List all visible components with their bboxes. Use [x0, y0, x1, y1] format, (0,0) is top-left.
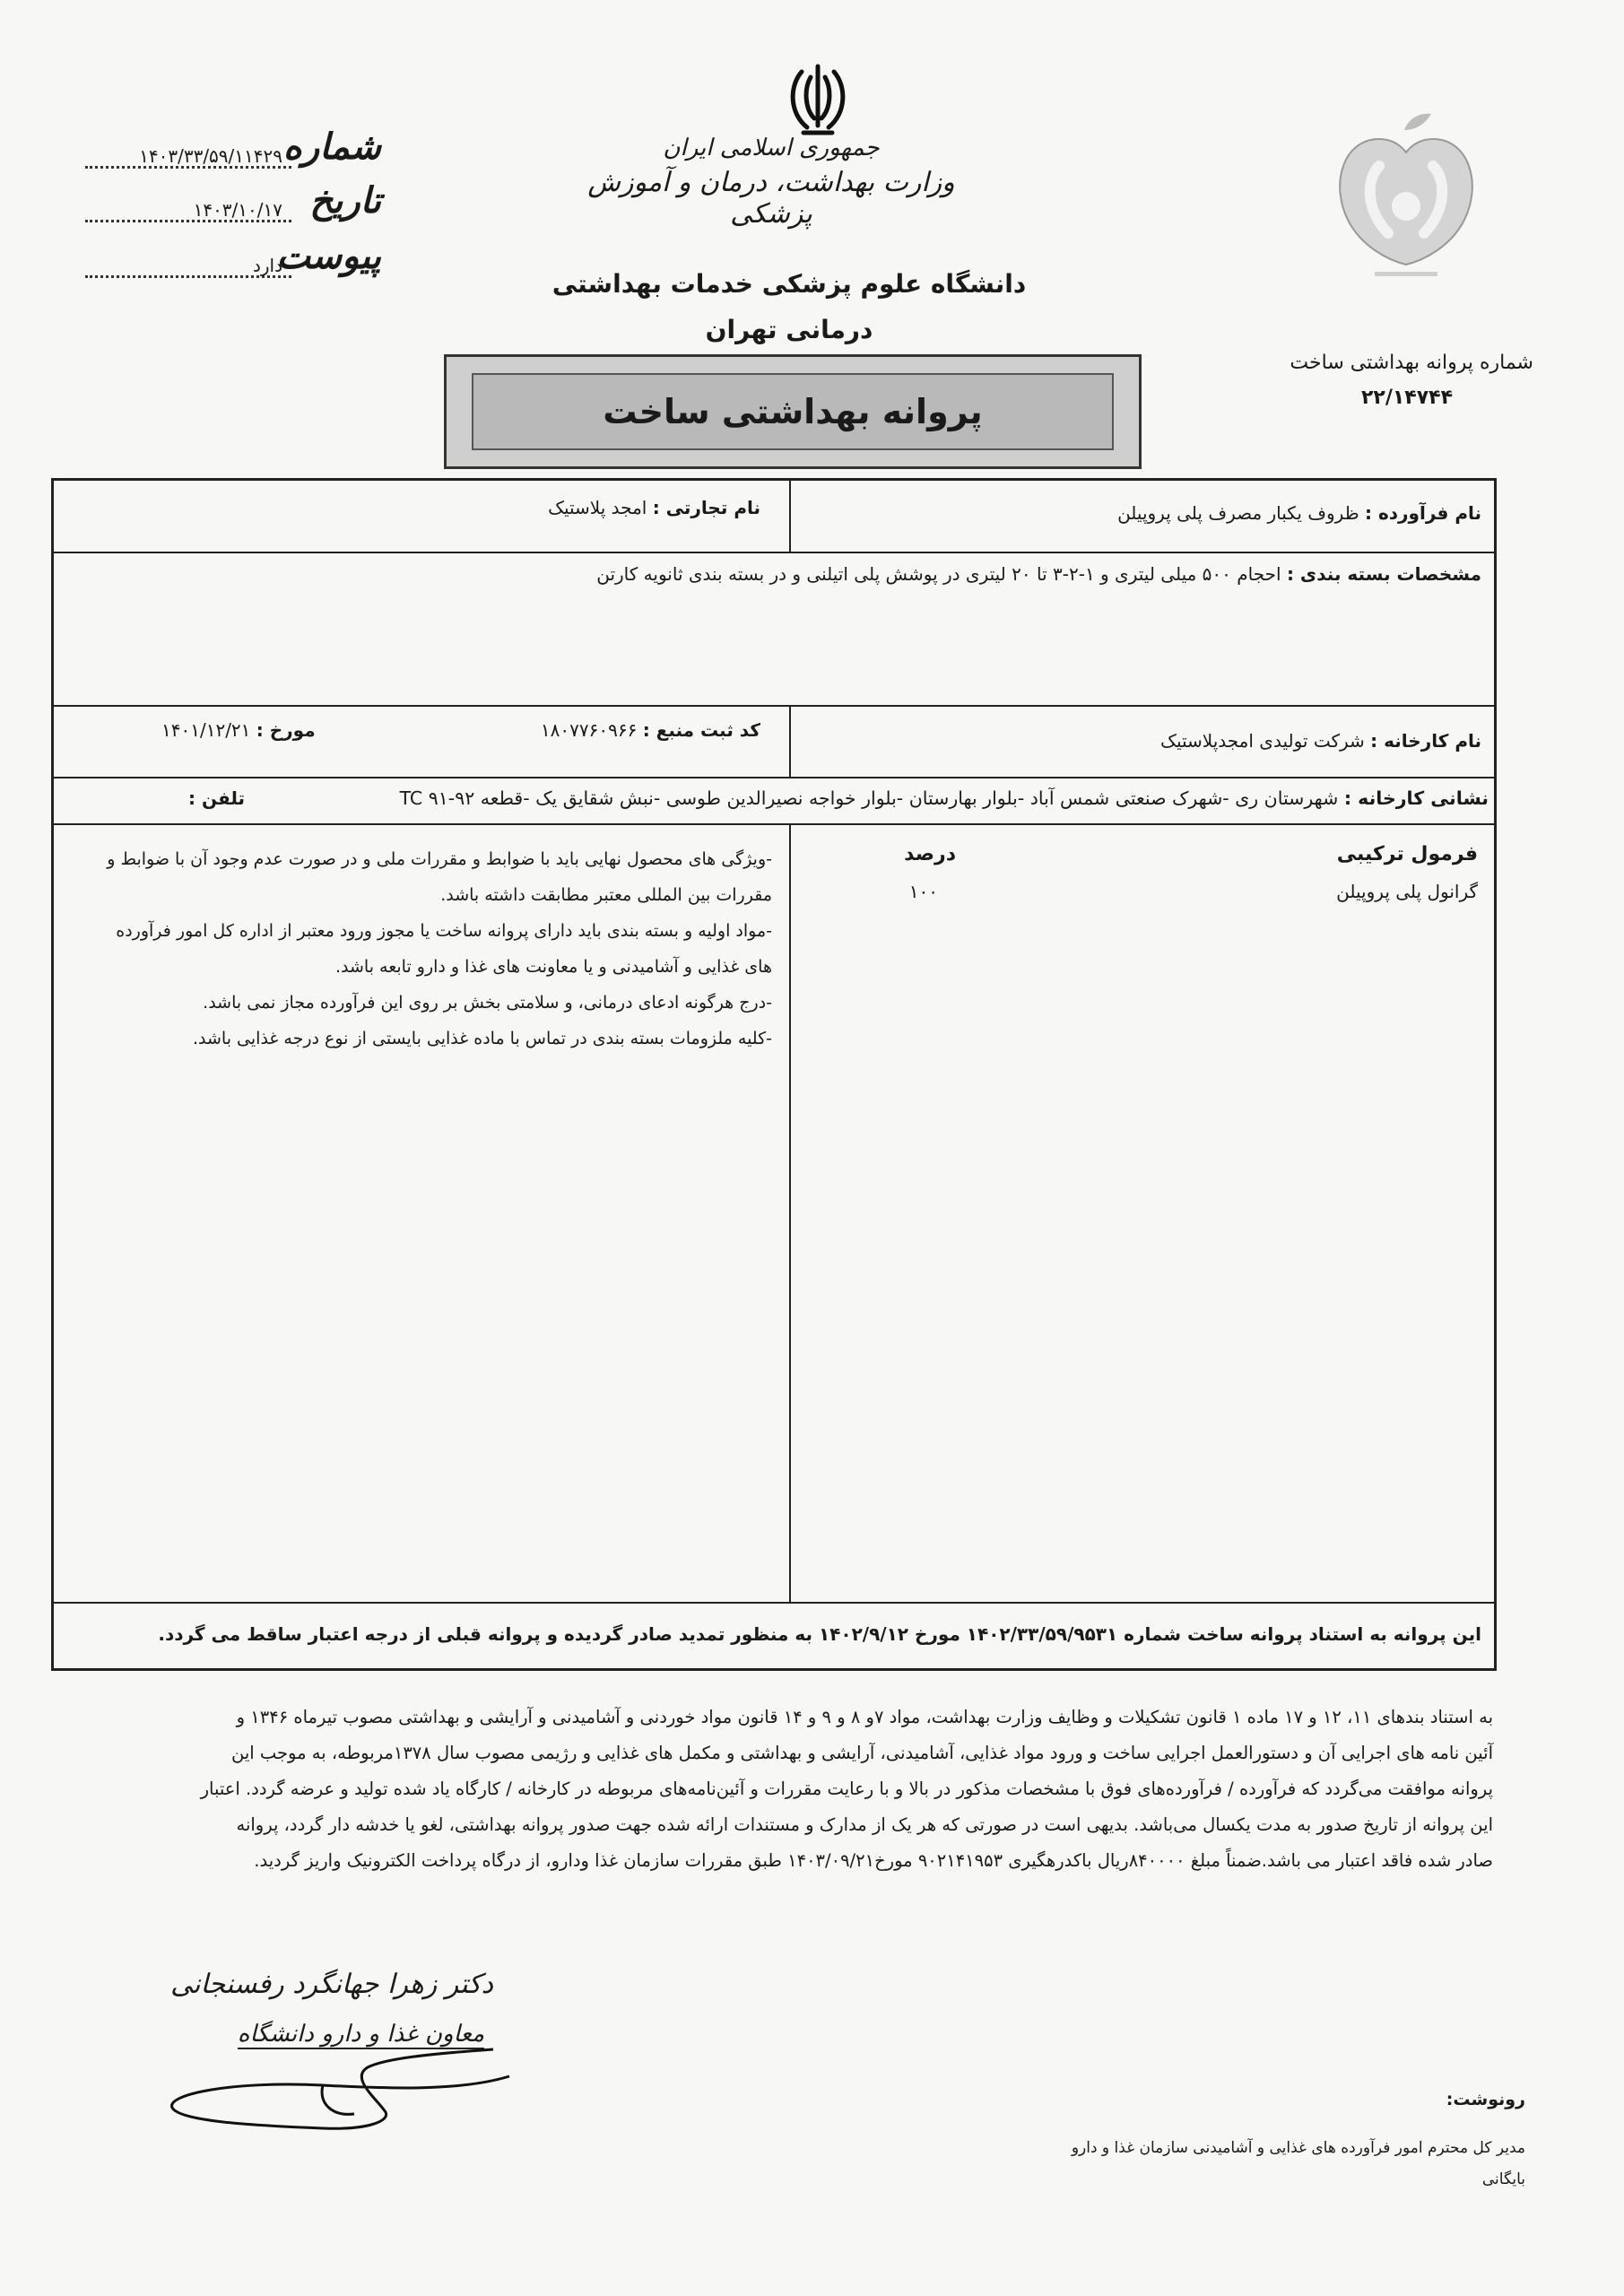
date-row: [85, 179, 381, 226]
product-name-label: نام فرآورده :: [1364, 502, 1481, 524]
date-label: تاریخ: [309, 179, 381, 222]
license-number-block: [1238, 352, 1533, 409]
date-label: مورخ :: [256, 719, 316, 741]
food-drug-logo-icon: [1325, 103, 1487, 283]
phone-label: تلفن :: [188, 787, 246, 809]
requirement-line: -درج هرگونه ادعای درمانی، و سلامتی بخش بر روی این فرآورده مجاز نمی باشد.: [203, 993, 772, 1013]
legal-paragraph: [63, 1700, 1493, 1879]
requirements-list: [64, 841, 772, 1057]
packaging-cell: [596, 563, 1481, 585]
table-rule: [54, 777, 1494, 778]
factory-name-cell: [1160, 730, 1481, 752]
title-box: [444, 354, 1142, 469]
license-number-label: شماره پروانه بهداشتی ساخت: [1290, 352, 1533, 374]
university-line2: درمانی تهران: [705, 315, 873, 344]
ministry-heading: [583, 135, 960, 230]
university-line1: دانشگاه علوم پزشکی خدمات بهداشتی: [551, 269, 1027, 299]
table-divider: [789, 481, 791, 552]
attachment-row: [85, 235, 381, 282]
ministry-line2: وزارت بهداشت، درمان و آموزش پزشکی: [587, 167, 955, 230]
number-dots: [85, 166, 291, 169]
cc-line1: مدیر کل محترم امور فرآورده های غذایی و آشامیدنی سازمان غذا و دارو: [1071, 2139, 1525, 2157]
paragraph-line: آئین نامه های اجرایی آن و دستورالعمل اجرایی ساخت و ورود مواد غذایی، آشامیدنی، آرایشی و بهداشتی و مکمل های غذایی و رژیمی مصوب سال ۱۳۷۸مربوطه، به موجب این: [230, 1743, 1493, 1763]
brand-label: نام تجارتی :: [652, 497, 760, 518]
product-name-cell: [1117, 502, 1481, 524]
date-cell: [161, 719, 316, 741]
phone-cell: [188, 787, 245, 809]
product-name-value: ظروف یکبار مصرف پلی پروپیلن: [1117, 502, 1359, 524]
renewal-note: این پروانه به استناد پروانه ساخت شماره ۱۴۰۲/۳۳/۵۹/۹۵۳۱ مورخ ۱۴۰۲/۹/۱۲ به منظور تمدید صادر گردیده و پروانه قبلی از درجه اعتبار ساقط می گردد.: [158, 1623, 1481, 1645]
iran-emblem-icon: [782, 59, 854, 140]
packaging-label: مشخصات بسته بندی :: [1286, 563, 1481, 585]
factory-name-label: نام کارخانه :: [1370, 730, 1481, 752]
table-rule: [54, 1602, 1494, 1604]
paragraph-line: به استناد بندهای ۱۱، ۱۲ و ۱۷ ماده ۱ قانون تشکیلات و وظایف وزارت بهداشت، مواد ۷و ۸ و ۹ و ۱۴ قانون مواد خوردنی و آشامیدنی و آرایشی و بهداشتی مصوب تیرماه ۱۳۴۶ و: [236, 1707, 1493, 1727]
attachment-label: پیوست: [276, 235, 381, 277]
signature-block: [161, 1960, 520, 2166]
table-rule: [54, 705, 1494, 707]
attachment-dots: [85, 275, 291, 278]
number-label: شماره: [282, 126, 381, 168]
date-dots: [85, 220, 291, 222]
paragraph-line: صادر شده فاقد اعتبار می باشد.ضمناً مبلغ ۸۴۰۰۰۰ریال باکدرهگیری ۹۰۲۱۴۱۹۵۳ مورخ۱۴۰۳/۰۹/۲۱ طبق مقررات سازمان غذا ودارو، از درگاه پرداخت الکترونیک واریز گردید.: [254, 1850, 1493, 1871]
paragraph-line: این پروانه از تاریخ صدور به مدت یکسال می‌باشد. بدیهی است در صورتی که هر یک از مدارک و مستندات ارائه شده جهت صدور پروانه بهداشتی، لغو یا خدشه دار گردد، پروانه: [236, 1814, 1493, 1835]
address-cell: [400, 787, 1489, 809]
license-table: [51, 478, 1497, 1671]
table-rule: [54, 552, 1494, 553]
requirement-line: -ویژگی های محصول نهایی باید با ضوابط و مقررات ملی و در صورت عدم وجود آن با ضوابط و: [107, 849, 772, 869]
requirement-line: -کلیه ملزومات بسته بندی در تماس با ماده غذایی بایستی از نوع درجه غذایی باشد.: [193, 1029, 772, 1048]
license-number-value: ۲۲/۱۴۷۴۴: [1360, 387, 1453, 409]
signatory-name: دکتر زهرا جهانگرد رفسنجانی: [170, 1969, 493, 2000]
requirement-line: مقررات بین المللی معتبر مطابقت داشته باشد.: [440, 885, 772, 905]
ingredient-name: گرانول پلی پروپیلن: [1336, 881, 1478, 902]
requirement-line: -مواد اولیه و بسته بندی باید دارای پروانه ساخت یا مجوز ورود معتبر از اداره کل امور فرآورده: [116, 921, 772, 941]
date-value: ۱۴۰۱/۱۲/۲۱: [161, 719, 251, 741]
cc-label: رونوشت:: [1446, 2090, 1525, 2109]
factory-name-value: شرکت تولیدی امجدپلاستیک: [1160, 730, 1365, 752]
formula-label: فرمول ترکیبی: [1336, 843, 1478, 865]
cc-line2: بایگانی: [1481, 2170, 1525, 2188]
requirement-line: های غذایی و آشامیدنی و یا معاونت های غذا و دارو تابعه باشد.: [334, 957, 772, 977]
source-code-value: ۱۸۰۷۷۶۰۹۶۶: [540, 719, 638, 741]
address-value: شهرستان ری -شهرک صنعتی شمس آباد -بلوار بهارستان -بلوار خواجه نصیرالدین طوسی -نبش شقایق یک -قطعه ۹۲-۹۱ TC: [399, 787, 1339, 809]
paragraph-line: پروانه موافقت می‌گردد که فرآورده / فرآورده‌های فوق با مشخصات مذکور در بالا و با رعایت مقررات و آئین‌نامه‌های مربوطه در کارخانه / کارگاه یاد شده تولید و عرضه گردد. اعتبار: [200, 1779, 1493, 1799]
university-heading: [538, 269, 1040, 344]
attachment-value: دارد: [252, 255, 282, 276]
number-row: [85, 126, 381, 172]
table-divider: [789, 705, 791, 777]
signatory-title: معاون غذا و دارو دانشگاه: [237, 2021, 484, 2048]
number-value: ۱۴۰۳/۳۳/۵۹/۱۱۴۲۹: [139, 145, 282, 167]
address-label: نشانی کارخانه :: [1343, 787, 1489, 809]
packaging-value: احجام ۵۰۰ میلی لیتری و ۱-۲-۳ تا ۲۰ لیتری در پوشش پلی اتیلنی و در بسته بندی ثانویه کارتن: [596, 563, 1281, 585]
source-code-cell: [541, 719, 760, 741]
brand-value: امجد پلاستیک: [548, 497, 647, 518]
title-inner: [472, 373, 1114, 450]
handwritten-signature-icon: [161, 2022, 520, 2166]
table-divider: [789, 823, 791, 1602]
ministry-line1: جمهوری اسلامی ایران: [663, 135, 880, 161]
percent-label: درصد: [904, 843, 956, 865]
brand-cell: [548, 497, 760, 518]
page-title: پروانه بهداشتی ساخت: [603, 392, 983, 431]
source-code-label: کد ثبت منبع :: [642, 719, 760, 741]
date-value: ۱۴۰۳/۱۰/۱۷: [193, 199, 282, 221]
table-rule: [54, 823, 1494, 825]
ingredient-percent: ۱۰۰: [908, 881, 938, 902]
